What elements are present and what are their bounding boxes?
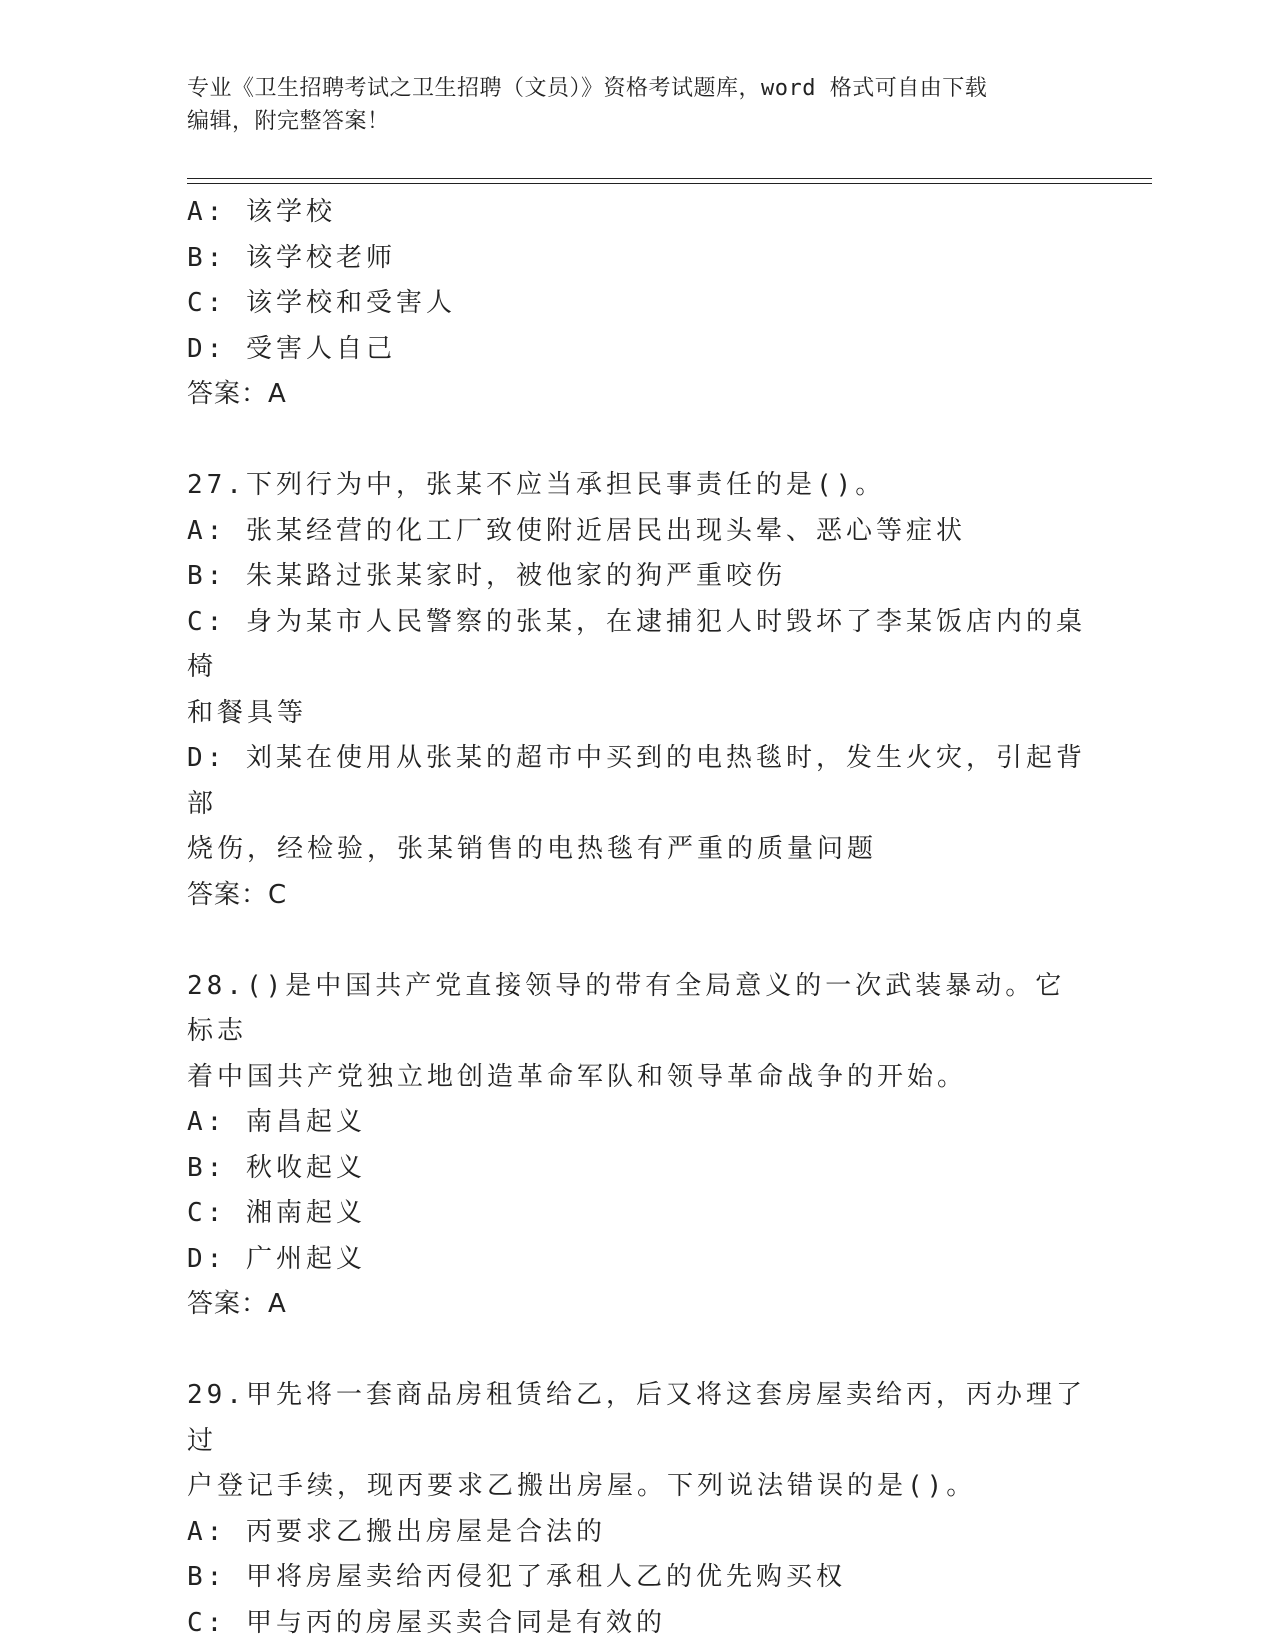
question-spacer: [187, 1328, 1087, 1374]
question-spacer: [187, 418, 1087, 464]
q28-answer: 答案：A: [187, 1289, 287, 1319]
q26-answer: 答案：A: [187, 379, 287, 409]
q29-stem-line-2: 户登记手续，现丙要求乙搬出房屋。下列说法错误的是()。: [187, 1471, 977, 1501]
q29-stem-line-1: 29.甲先将一套商品房租赁给乙，后又将这套房屋卖给丙，丙办理了过: [187, 1380, 1086, 1456]
q26-option-d: D: 受害人自己: [187, 333, 396, 364]
q28-option-c: C: 湘南起义: [187, 1198, 366, 1228]
q27-option-b: B: 朱某路过张某家时，被他家的狗严重咬伤: [187, 561, 786, 591]
document-header: [187, 72, 1087, 138]
q26-option-c: C: 该学校和受害人: [187, 288, 456, 318]
q28-stem-line-2: 着中国共产党独立地创造革命军队和领导革命战争的开始。: [187, 1061, 968, 1092]
question-28: [187, 964, 1087, 1328]
q28-stem-line-1: 28.()是中国共产党直接领导的带有全局意义的一次武装暴动。它标志: [187, 970, 1066, 1046]
q28-option-b: B: 秋收起义: [187, 1152, 366, 1183]
q27-option-d-line-1: D: 刘某在使用从张某的超市中买到的电热毯时，发生火灾，引起背部: [187, 743, 1086, 819]
q26-option-a: A: 该学校: [187, 197, 336, 227]
question-26-tail: [187, 190, 1087, 418]
q28-option-d: D: 广州起义: [187, 1243, 366, 1274]
question-spacer: [187, 918, 1087, 964]
q27-stem: 27.下列行为中，张某不应当承担民事责任的是()。: [187, 470, 886, 500]
question-29: [187, 1373, 1087, 1646]
q27-option-a: A: 张某经营的化工厂致使附近居民出现头晕、恶心等症状: [187, 515, 966, 546]
q28-option-a: A: 南昌起义: [187, 1107, 366, 1137]
q27-option-d-line-2: 烧伤，经检验，张某销售的电热毯有严重的质量问题: [187, 834, 878, 864]
q29-option-c: C: 甲与丙的房屋买卖合同是有效的: [187, 1607, 666, 1638]
q26-option-b: B: 该学校老师: [187, 242, 396, 273]
q27-answer: 答案：C: [187, 879, 288, 910]
header-line-1: 专业《卫生招聘考试之卫生招聘（文员）》资格考试题库，word 格式可自由下载: [187, 76, 988, 101]
header-divider-top: [187, 178, 1152, 179]
header-line-2: 编辑，附完整答案！: [187, 109, 390, 134]
header-divider-bottom: [187, 183, 1152, 184]
question-content: [187, 190, 1087, 1646]
q27-option-c-line-1: C: 身为某市人民警察的张某，在逮捕犯人时毁坏了李某饭店内的桌椅: [187, 606, 1086, 682]
q27-option-c-line-2: 和餐具等: [187, 697, 308, 728]
q29-option-b: B: 甲将房屋卖给丙侵犯了承租人乙的优先购买权: [187, 1562, 846, 1592]
q29-option-a: A: 丙要求乙搬出房屋是合法的: [187, 1516, 606, 1547]
question-27: [187, 463, 1087, 918]
